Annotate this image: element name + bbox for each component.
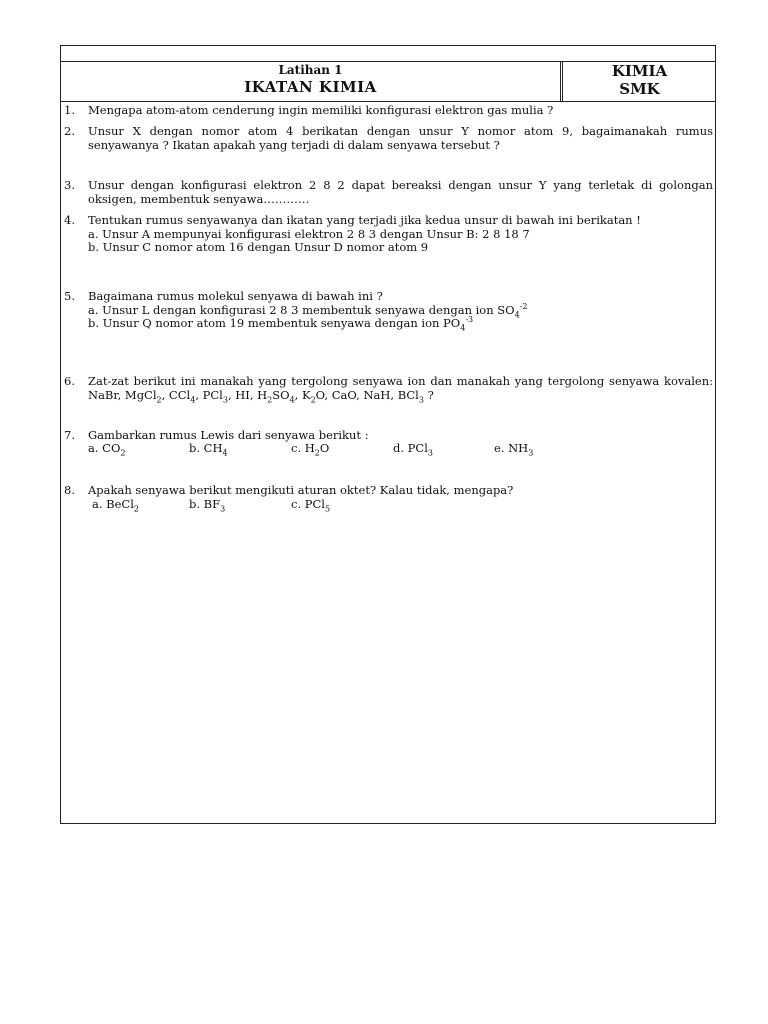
question-6-lead: Zat-zat berikut ini manakah yang tergolong senyawa ion dan manakah yang tergolong senyawa kovalen: xyxy=(88,374,713,388)
question-7-options xyxy=(61,442,715,456)
exercise-label: Latihan 1 xyxy=(278,63,343,77)
lewis-option-1: b. $CH_4$ xyxy=(189,441,228,458)
question-number: 8. xyxy=(64,483,75,497)
octet-option-0: a. BeCl$_2$ xyxy=(92,497,139,514)
worksheet-title: IKATAN KIMIA xyxy=(244,78,377,96)
question-number: 3. xyxy=(64,178,75,192)
question-body xyxy=(88,214,713,255)
superscript: -3 xyxy=(465,315,474,325)
subscript: 4 xyxy=(460,323,466,333)
question-part-b xyxy=(88,317,713,331)
question-text: Gambarkan rumus Lewis dari senyawa berikut : xyxy=(88,428,369,442)
question-number: 1. xyxy=(64,103,75,117)
question-text xyxy=(88,375,713,402)
octet-option-2: c. PCl$_5$ xyxy=(291,497,331,514)
question-text: Mengapa atom-atom cenderung ingin memiliki konfigurasi elektron gas mulia ? xyxy=(88,103,554,117)
part-a-text: a. Unsur L dengan konfigurasi 2 8 3 membentuk senyawa dengan ion SO xyxy=(88,302,515,317)
worksheet-frame xyxy=(60,45,716,824)
superscript: -2 xyxy=(519,301,528,311)
lewis-option-2: c. $H_2O$ xyxy=(291,441,330,458)
compound-list: NaBr, MgCl$_2$, CCl$_4$, PCl$_3$, HI, $H_2SO_4$, $K_2O$, CaO, NaH, BCl$_3$ ? xyxy=(88,387,434,404)
part-b-text: b. Unsur Q nomor atom 19 membentuk senyawa dengan ion PO xyxy=(88,316,461,330)
question-text: Bagaimana rumus molekul senyawa di bawah ini ? xyxy=(88,289,383,303)
question-number: 7. xyxy=(64,428,75,442)
question-text: Unsur X dengan nomor atom 4 berikatan dengan unsur Y nomor atom 9, bagaimanakah rumus senyawanya ? Ikatan apakah yang terjadi di dalam senyawa tersebut ? xyxy=(88,124,713,152)
subject-name: KIMIA xyxy=(611,62,668,80)
subscript: 4 xyxy=(514,309,520,319)
worksheet-header xyxy=(61,61,715,102)
question-number: 5. xyxy=(64,289,75,303)
question-part-a xyxy=(88,301,713,319)
question-body xyxy=(88,290,713,331)
octet-option-1: b. $BF_3$ xyxy=(189,497,226,514)
question-number: 2. xyxy=(64,124,75,138)
question-text: Apakah senyawa berikut mengikuti aturan oktet? Kalau tidak, mengapa? xyxy=(88,483,514,497)
lewis-option-3: d. PCl$_3$ xyxy=(393,441,433,458)
question-part-a: a. Unsur A mempunyai konfigurasi elektron 2 8 3 dengan Unsur B: 2 8 18 7 xyxy=(88,226,530,241)
header-subject-cell xyxy=(562,62,716,101)
question-number: 6. xyxy=(64,374,75,388)
question-text: Unsur dengan konfigurasi elektron 2 8 2 dapat bereaksi dengan unsur Y yang terletak di golongan oksigen, membentuk senyawa………… xyxy=(88,178,713,206)
question-number: 4. xyxy=(64,213,75,227)
question-text: Tentukan rumus senyawanya dan ikatan yang terjadi jika kedua unsur di bawah ini berikatan ! xyxy=(88,213,641,227)
question-8-options xyxy=(61,498,715,512)
lewis-option-4: e. $NH_3$ xyxy=(494,441,534,458)
school-level: SMK xyxy=(619,80,660,98)
question-part-b: b. Unsur C nomor atom 16 dengan Unsur D nomor atom 9 xyxy=(88,240,429,254)
lewis-option-0: a. $CO_2$ xyxy=(88,441,126,458)
header-title-cell xyxy=(61,62,561,101)
